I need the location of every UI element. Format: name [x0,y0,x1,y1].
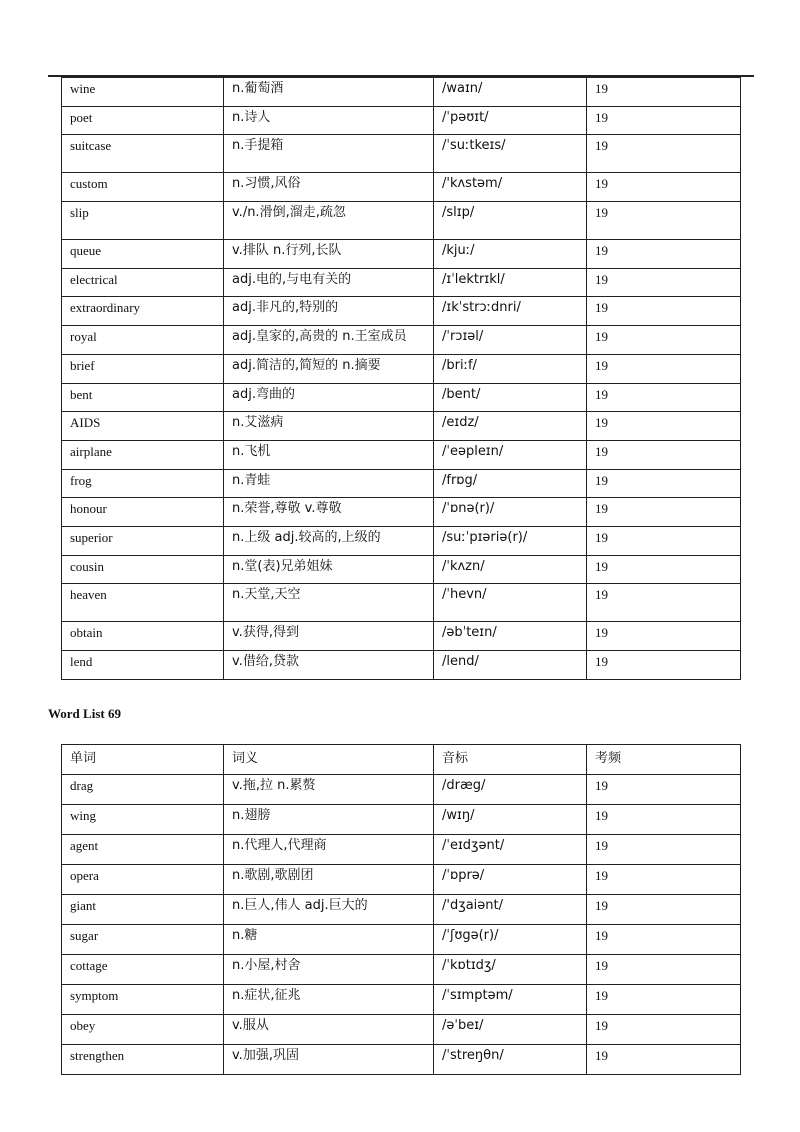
word-cell: electrical [62,268,224,297]
frequency-cell: 19 [587,925,741,955]
table-row [62,985,741,1015]
frequency-cell: 19 [587,895,741,925]
frequency-cell: 19 [587,412,741,441]
header-phonetic: 音标 [434,745,587,775]
frequency-cell: 19 [587,354,741,383]
table-row [62,268,741,297]
table-row [62,412,741,441]
meaning-cell: n.习惯,风俗 [224,173,434,202]
frequency-cell: 19 [587,202,741,240]
word-cell: opera [62,865,224,895]
table-header-row [62,745,741,775]
phonetic-cell: /kjuː/ [434,240,587,269]
word-list-69-table [61,744,741,1075]
phonetic-cell: /ˈkɒtɪdʒ/ [434,955,587,985]
phonetic-cell: /ˈsɪmptəm/ [434,985,587,1015]
meaning-cell: n.上级 adj.较高的,上级的 [224,526,434,555]
frequency-cell: 19 [587,326,741,355]
phonetic-cell: /slɪp/ [434,202,587,240]
table-row [62,383,741,412]
frequency-cell: 19 [587,1015,741,1045]
table-row [62,202,741,240]
meaning-cell: n.天堂,天空 [224,584,434,622]
table2-body [62,745,741,1075]
frequency-cell: 19 [587,985,741,1015]
word-list-68-table [61,77,741,680]
table-row [62,651,741,680]
table-row [62,440,741,469]
phonetic-cell: /ˈstreŋθn/ [434,1045,587,1075]
meaning-cell: adj.非凡的,特别的 [224,297,434,326]
word-cell: frog [62,469,224,498]
meaning-cell: v.服从 [224,1015,434,1045]
meaning-cell: v.借给,贷款 [224,651,434,680]
phonetic-cell: /wɪŋ/ [434,805,587,835]
word-cell: poet [62,106,224,135]
word-cell: lend [62,651,224,680]
table-row [62,925,741,955]
frequency-cell: 19 [587,955,741,985]
word-cell: wine [62,78,224,107]
frequency-cell: 19 [587,469,741,498]
meaning-cell: n.葡萄酒 [224,78,434,107]
meaning-cell: adj.弯曲的 [224,383,434,412]
meaning-cell: n.小屋,村舍 [224,955,434,985]
frequency-cell: 19 [587,651,741,680]
meaning-cell: n.症状,征兆 [224,985,434,1015]
word-cell: suitcase [62,135,224,173]
table-row [62,498,741,527]
table-row [62,78,741,107]
phonetic-cell: /ˈpəʊɪt/ [434,106,587,135]
meaning-cell: v./n.滑倒,溜走,疏忽 [224,202,434,240]
frequency-cell: 19 [587,240,741,269]
meaning-cell: v.拖,拉 n.累赘 [224,775,434,805]
meaning-cell: n.艾滋病 [224,412,434,441]
table-row [62,805,741,835]
frequency-cell: 19 [587,173,741,202]
meaning-cell: n.巨人,伟人 adj.巨大的 [224,895,434,925]
phonetic-cell: /ˈɒnə(r)/ [434,498,587,527]
table-row [62,297,741,326]
phonetic-cell: /bent/ [434,383,587,412]
phonetic-cell: /'dʒaiənt/ [434,895,587,925]
table1-body [62,78,741,680]
table-row [62,526,741,555]
word-cell: brief [62,354,224,383]
word-cell: wing [62,805,224,835]
phonetic-cell: /ˈkʌzn/ [434,555,587,584]
word-cell: agent [62,835,224,865]
section-title-word-list: Word List 69 [48,706,121,721]
phonetic-cell: /ˈrɔɪəl/ [434,326,587,355]
frequency-cell: 19 [587,78,741,107]
phonetic-cell: /suːˈpɪəriə(r)/ [434,526,587,555]
phonetic-cell: /ɪˈlektrɪkl/ [434,268,587,297]
phonetic-cell: /lend/ [434,651,587,680]
phonetic-cell: /ˈeəpleɪn/ [434,440,587,469]
frequency-cell: 19 [587,440,741,469]
phonetic-cell: /ˈhevn/ [434,584,587,622]
frequency-cell: 19 [587,805,741,835]
frequency-cell: 19 [587,135,741,173]
word-cell: bent [62,383,224,412]
frequency-cell: 19 [587,268,741,297]
frequency-cell: 19 [587,835,741,865]
frequency-cell: 19 [587,775,741,805]
table-row [62,1015,741,1045]
meaning-cell: adj.电的,与电有关的 [224,268,434,297]
table-row [62,775,741,805]
word-cell: extraordinary [62,297,224,326]
phonetic-cell: /ˈsuːtkeɪs/ [434,135,587,173]
meaning-cell: adj.皇家的,高贵的 n.王室成员 [224,326,434,355]
word-cell: airplane [62,440,224,469]
table-row [62,326,741,355]
table-row [62,555,741,584]
phonetic-cell: /əbˈteɪn/ [434,622,587,651]
word-cell: queue [62,240,224,269]
frequency-cell: 19 [587,584,741,622]
table-row [62,173,741,202]
table-row [62,955,741,985]
table-row [62,865,741,895]
meaning-cell: n.荣誉,尊敬 v.尊敬 [224,498,434,527]
meaning-cell: n.诗人 [224,106,434,135]
phonetic-cell: /ˈeɪdʒənt/ [434,835,587,865]
table-row [62,1045,741,1075]
meaning-cell: v.加强,巩固 [224,1045,434,1075]
word-cell: AIDS [62,412,224,441]
word-cell: cousin [62,555,224,584]
phonetic-cell: /ɪkˈstrɔːdnri/ [434,297,587,326]
table-row [62,135,741,173]
phonetic-cell: /eɪdz/ [434,412,587,441]
meaning-cell: n.翅膀 [224,805,434,835]
header-frequency: 考频 [587,745,741,775]
frequency-cell: 19 [587,622,741,651]
phonetic-cell: /ˈʃʊgə(r)/ [434,925,587,955]
phonetic-cell: /'kʌstəm/ [434,173,587,202]
meaning-cell: n.飞机 [224,440,434,469]
word-cell: superior [62,526,224,555]
meaning-cell: n.青蛙 [224,469,434,498]
word-cell: custom [62,173,224,202]
frequency-cell: 19 [587,526,741,555]
frequency-cell: 19 [587,106,741,135]
phonetic-cell: /frɒg/ [434,469,587,498]
table-row [62,240,741,269]
word-cell: royal [62,326,224,355]
frequency-cell: 19 [587,383,741,412]
frequency-cell: 19 [587,1045,741,1075]
word-cell: giant [62,895,224,925]
meaning-cell: n.堂(表)兄弟姐妹 [224,555,434,584]
word-cell: cottage [62,955,224,985]
table-row [62,584,741,622]
meaning-cell: n.歌剧,歌剧团 [224,865,434,895]
word-cell: obey [62,1015,224,1045]
frequency-cell: 19 [587,297,741,326]
meaning-cell: v.排队 n.行列,长队 [224,240,434,269]
table-row [62,469,741,498]
word-cell: slip [62,202,224,240]
word-cell: sugar [62,925,224,955]
header-meaning: 词义 [224,745,434,775]
phonetic-cell: /waɪn/ [434,78,587,107]
meaning-cell: v.获得,得到 [224,622,434,651]
meaning-cell: adj.简洁的,简短的 n.摘要 [224,354,434,383]
table-row [62,106,741,135]
header-word: 单词 [62,745,224,775]
word-cell: strengthen [62,1045,224,1075]
meaning-cell: n.手提箱 [224,135,434,173]
frequency-cell: 19 [587,555,741,584]
phonetic-cell: /dræg/ [434,775,587,805]
meaning-cell: n.糖 [224,925,434,955]
word-cell: honour [62,498,224,527]
meaning-cell: n.代理人,代理商 [224,835,434,865]
phonetic-cell: /əˈbeɪ/ [434,1015,587,1045]
table-row [62,622,741,651]
phonetic-cell: /briːf/ [434,354,587,383]
word-cell: obtain [62,622,224,651]
table-row [62,895,741,925]
table-row [62,354,741,383]
word-cell: symptom [62,985,224,1015]
word-cell: drag [62,775,224,805]
phonetic-cell: /ˈɒprə/ [434,865,587,895]
table-row [62,835,741,865]
frequency-cell: 19 [587,865,741,895]
word-cell: heaven [62,584,224,622]
frequency-cell: 19 [587,498,741,527]
